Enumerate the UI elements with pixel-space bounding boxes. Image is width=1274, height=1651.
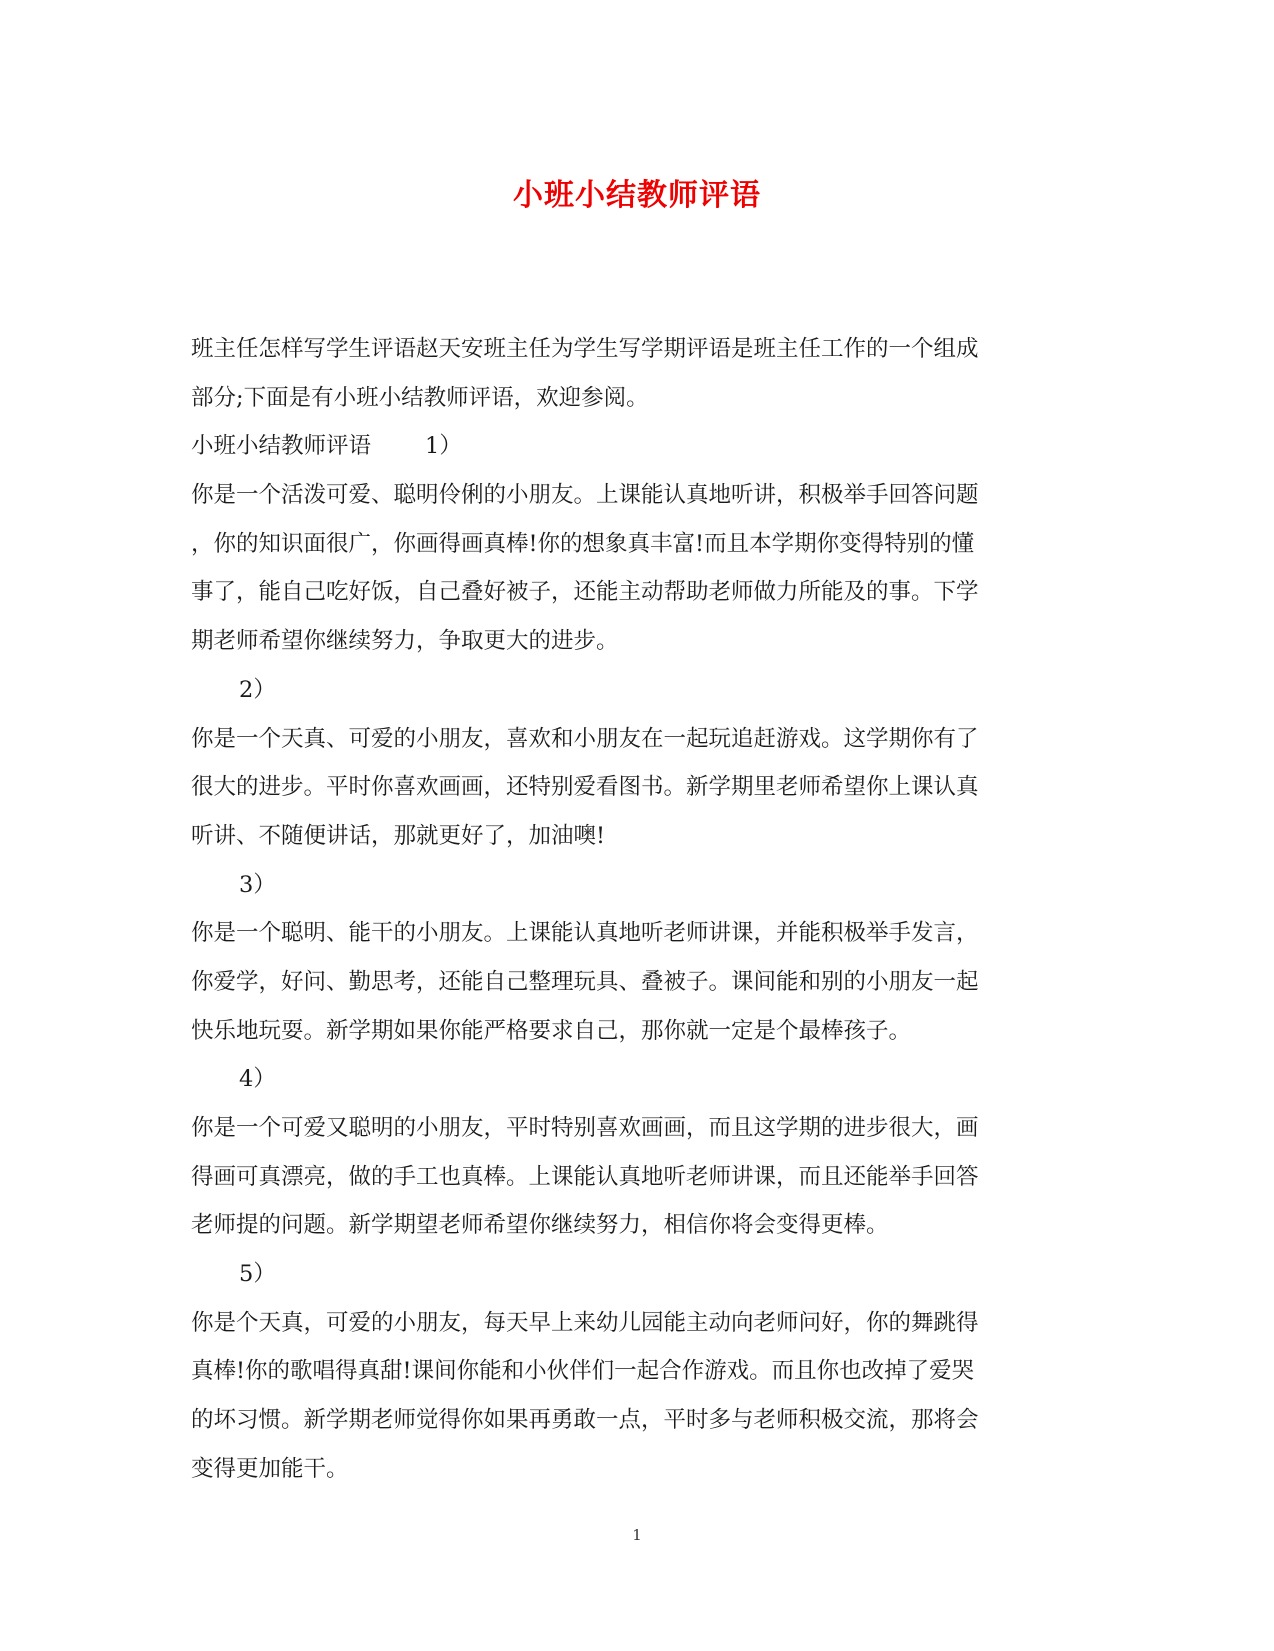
page-number: 1 <box>632 1526 642 1544</box>
comment-block <box>191 666 1071 861</box>
paragraph-line: 的坏习惯。新学期老师觉得你如果再勇敢一点，平时多与老师积极交流，那将会 <box>191 1407 979 1434</box>
comment-number: 5） <box>239 1261 276 1288</box>
comment-block <box>191 471 1071 666</box>
paragraph-line: 你是个天真，可爱的小朋友，每天早上来幼儿园能主动向老师问好，你的舞跳得 <box>191 1309 979 1336</box>
intro-line: 部分;下面是有小班小结教师评语，欢迎参阅。 <box>191 384 649 411</box>
paragraph-line: 你是一个活泼可爱、聪明伶俐的小朋友。上课能认真地听讲，积极举手回答问题 <box>191 482 979 509</box>
paragraph-line: 你是一个天真、可爱的小朋友，喜欢和小朋友在一起玩追赶游戏。这学期你有了 <box>191 725 979 752</box>
paragraph-line: 老师提的问题。新学期望老师希望你继续努力，相信你将会变得更棒。 <box>191 1212 889 1239</box>
comment-block <box>191 1250 1071 1493</box>
comment-number: 2） <box>239 676 276 703</box>
comment-number: 3） <box>239 871 276 898</box>
paragraph-line: ，你的知识面很广，你画得画真棒!你的想象真丰富!而且本学期你变得特别的懂 <box>191 530 975 557</box>
paragraph-line: 你是一个聪明、能干的小朋友。上课能认真地听老师讲课，并能积极举手发言， <box>191 920 979 947</box>
paragraph-line: 你爱学，好问、勤思考，还能自己整理玩具、叠被子。课间能和别的小朋友一起 <box>191 968 979 995</box>
section-heading <box>191 422 1071 471</box>
document-body <box>191 325 1071 1494</box>
paragraph-line: 期老师希望你继续努力，争取更大的进步。 <box>191 628 619 655</box>
paragraph-line: 你是一个可爱又聪明的小朋友，平时特别喜欢画画，而且这学期的进步很大，画 <box>191 1115 979 1141</box>
comment-number: 1） <box>425 433 462 460</box>
paragraph-line: 很大的进步。平时你喜欢画画，还特别爱看图书。新学期里老师希望你上课认真 <box>191 774 979 801</box>
paragraph-line: 事了，能自己吃好饭，自己叠好被子，还能主动帮助老师做力所能及的事。下学 <box>191 579 979 606</box>
paragraph-line: 听讲、不随便讲话，那就更好了，加油噢! <box>191 822 606 849</box>
paragraph-line: 真棒!你的歌唱得真甜!课间你能和小伙伴们一起合作游戏。而且你也改掉了爱哭 <box>191 1358 975 1385</box>
document-title: 小班小结教师评语 <box>513 178 761 213</box>
paragraph-line: 变得更加能干。 <box>191 1455 349 1482</box>
paragraph-line: 快乐地玩耍。新学期如果你能严格要求自己，那你就一定是个最棒孩子。 <box>191 1017 912 1044</box>
section-heading-label: 小班小结教师评语 <box>191 433 372 460</box>
comment-number: 4） <box>239 1066 276 1093</box>
comment-block <box>191 861 1071 1056</box>
paragraph-line: 得画可真漂亮，做的手工也真棒。上课能认真地听老师讲课，而且还能举手回答 <box>191 1163 979 1190</box>
intro-line: 班主任怎样写学生评语赵天安班主任为学生写学期评语是班主任工作的一个组成 <box>191 336 979 362</box>
comment-block <box>191 1055 1071 1250</box>
